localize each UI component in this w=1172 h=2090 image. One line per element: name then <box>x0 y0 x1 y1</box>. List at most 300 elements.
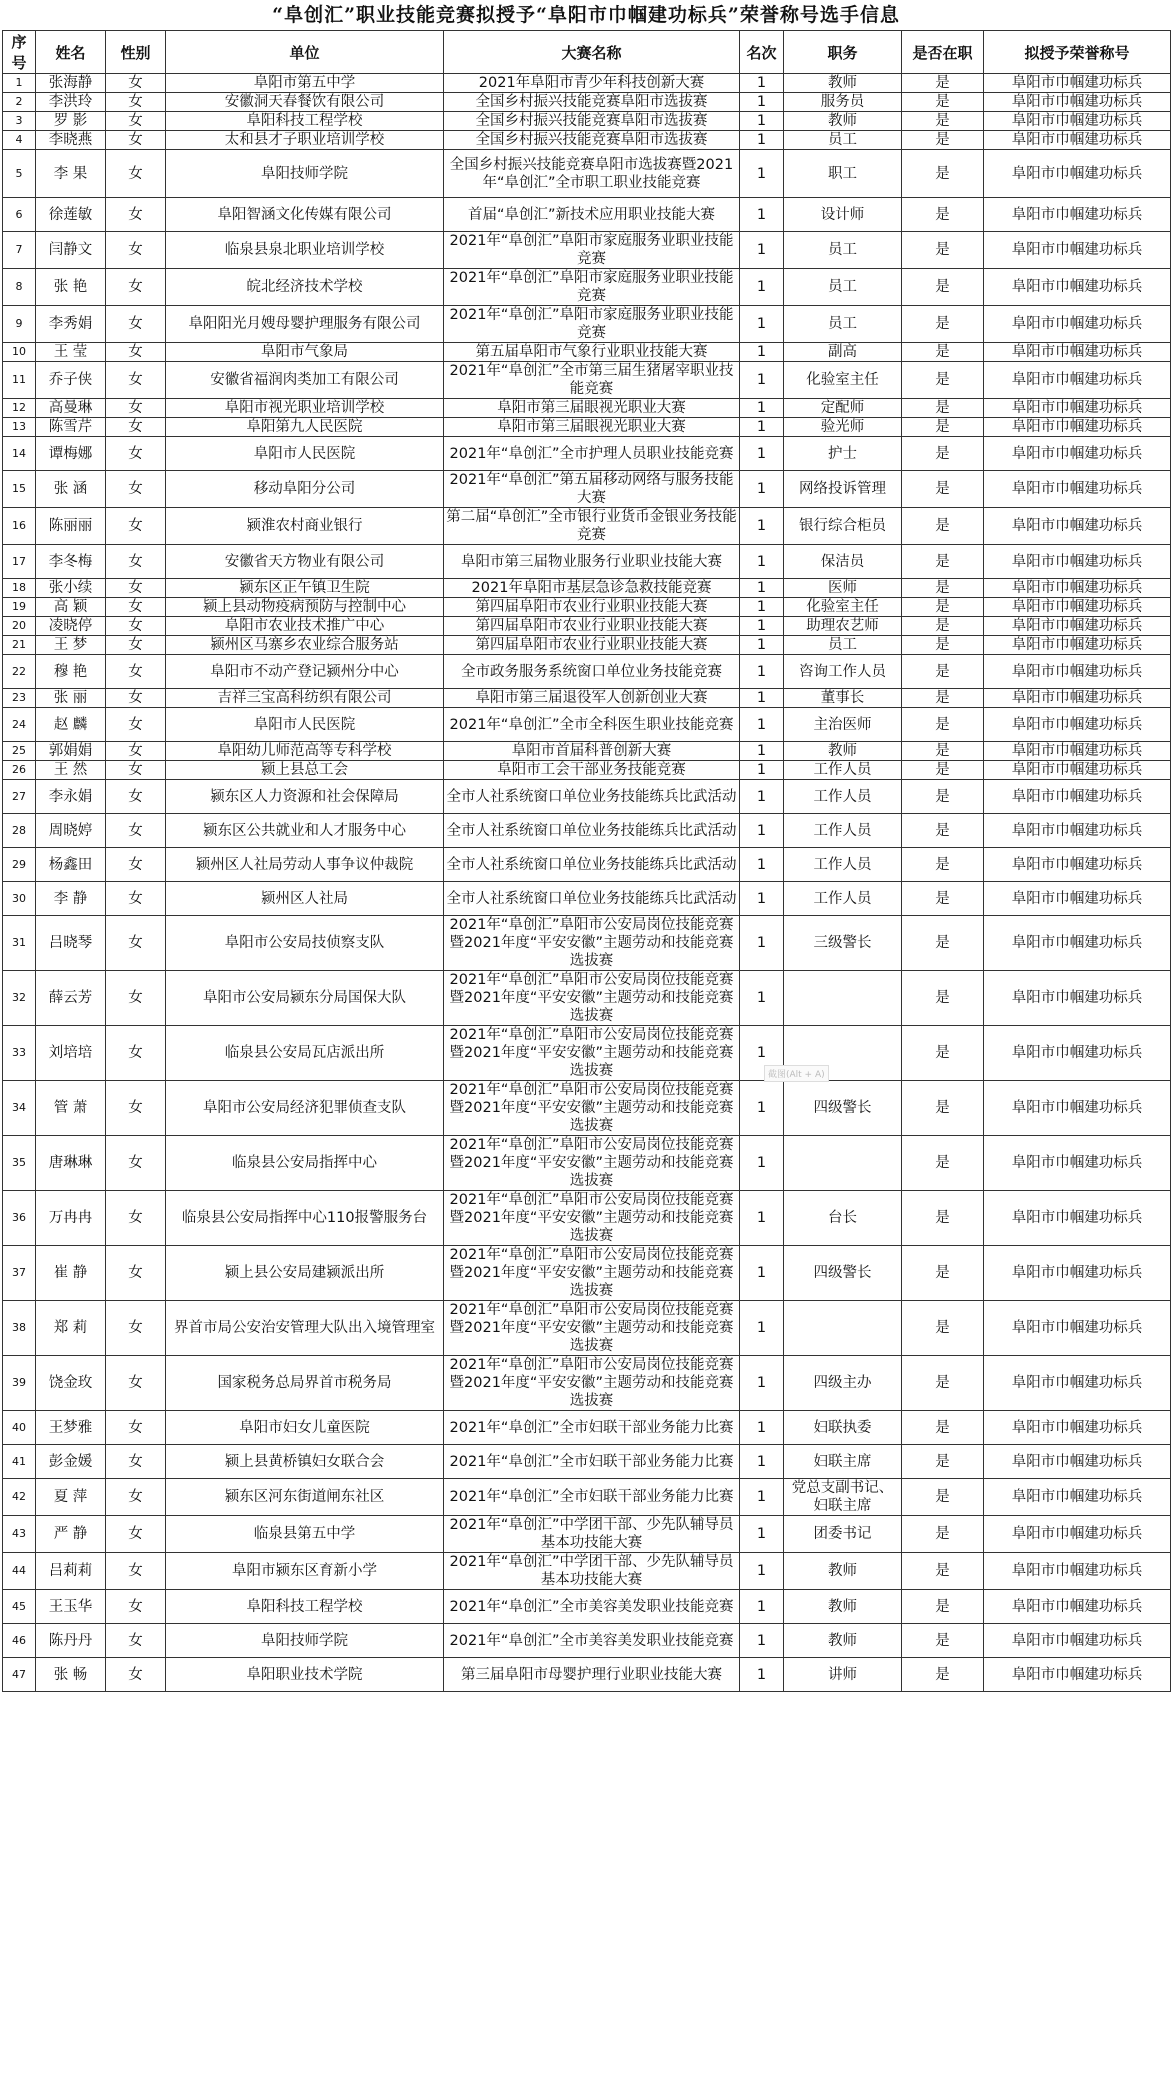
cell-position: 四级主办 <box>784 1356 902 1411</box>
cell-rank: 1 <box>740 579 784 598</box>
cell-competition: 2021年“阜创汇”阜阳市公安局岗位技能竞赛暨2021年度“平安安徽”主题劳动和技能竞赛选拔赛 <box>444 1136 740 1191</box>
cell-no: 42 <box>3 1479 36 1516</box>
cell-gender: 女 <box>106 1081 166 1136</box>
cell-competition: 阜阳市首届科普创新大赛 <box>444 742 740 761</box>
cell-name: 唐琳琳 <box>36 1136 106 1191</box>
cell-org: 阜阳市人民医院 <box>166 708 444 742</box>
cell-no: 31 <box>3 916 36 971</box>
cell-gender: 女 <box>106 617 166 636</box>
cell-competition: 2021年“阜创汇”阜阳市公安局岗位技能竞赛暨2021年度“平安安徽”主题劳动和技能竞赛选拔赛 <box>444 1246 740 1301</box>
cell-competition: 2021年“阜创汇”全市美容美发职业技能竞赛 <box>444 1624 740 1658</box>
cell-rank: 1 <box>740 636 784 655</box>
table-row <box>3 780 1171 814</box>
cell-rank: 1 <box>740 232 784 269</box>
cell-employed: 是 <box>902 1301 984 1356</box>
table-row <box>3 131 1171 150</box>
cell-position <box>784 1136 902 1191</box>
cell-position: 教师 <box>784 1624 902 1658</box>
cell-no: 19 <box>3 598 36 617</box>
cell-competition: 阜阳市第三届眼视光职业大赛 <box>444 418 740 437</box>
cell-honor: 阜阳市巾帼建功标兵 <box>984 198 1171 232</box>
table-row <box>3 343 1171 362</box>
cell-position: 妇联执委 <box>784 1411 902 1445</box>
cell-name: 郑 莉 <box>36 1301 106 1356</box>
cell-honor: 阜阳市巾帼建功标兵 <box>984 1301 1171 1356</box>
cell-rank: 1 <box>740 362 784 399</box>
cell-gender: 女 <box>106 1590 166 1624</box>
cell-no: 5 <box>3 150 36 198</box>
table-row <box>3 1658 1171 1692</box>
cell-rank: 1 <box>740 150 784 198</box>
cell-gender: 女 <box>106 131 166 150</box>
cell-competition: 2021年“阜创汇”阜阳市公安局岗位技能竞赛暨2021年度“平安安徽”主题劳动和技能竞赛选拔赛 <box>444 1081 740 1136</box>
cell-rank: 1 <box>740 1191 784 1246</box>
cell-no: 26 <box>3 761 36 780</box>
cell-org: 阜阳市气象局 <box>166 343 444 362</box>
cell-org: 阜阳智涵文化传媒有限公司 <box>166 198 444 232</box>
table-row <box>3 232 1171 269</box>
cell-employed: 是 <box>902 545 984 579</box>
cell-competition: 第三届阜阳市母婴护理行业职业技能大赛 <box>444 1658 740 1692</box>
table-row <box>3 636 1171 655</box>
cell-no: 37 <box>3 1246 36 1301</box>
cell-gender: 女 <box>106 636 166 655</box>
table-row <box>3 655 1171 689</box>
cell-no: 36 <box>3 1191 36 1246</box>
cell-no: 17 <box>3 545 36 579</box>
cell-honor: 阜阳市巾帼建功标兵 <box>984 399 1171 418</box>
cell-gender: 女 <box>106 306 166 343</box>
cell-competition: 全市人社系统窗口单位业务技能练兵比武活动 <box>444 848 740 882</box>
table-row <box>3 882 1171 916</box>
cell-competition: 第二届“阜创汇”全市银行业货币金银业务技能竞赛 <box>444 508 740 545</box>
cell-org: 颍淮农村商业银行 <box>166 508 444 545</box>
cell-no: 28 <box>3 814 36 848</box>
cell-name: 万冉冉 <box>36 1191 106 1246</box>
cell-competition: 阜阳市第三届物业服务行业职业技能大赛 <box>444 545 740 579</box>
cell-rank: 1 <box>740 882 784 916</box>
cell-gender: 女 <box>106 362 166 399</box>
cell-honor: 阜阳市巾帼建功标兵 <box>984 1590 1171 1624</box>
cell-honor: 阜阳市巾帼建功标兵 <box>984 742 1171 761</box>
cell-honor: 阜阳市巾帼建功标兵 <box>984 1191 1171 1246</box>
cell-honor: 阜阳市巾帼建功标兵 <box>984 437 1171 471</box>
cell-position: 主治医师 <box>784 708 902 742</box>
cell-name: 吕莉莉 <box>36 1553 106 1590</box>
cell-org: 安徽省福润肉类加工有限公司 <box>166 362 444 399</box>
cell-name: 李冬梅 <box>36 545 106 579</box>
cell-position: 网络投诉管理 <box>784 471 902 508</box>
cell-competition: 全市人社系统窗口单位业务技能练兵比武活动 <box>444 882 740 916</box>
cell-name: 周晓婷 <box>36 814 106 848</box>
cell-no: 30 <box>3 882 36 916</box>
cell-employed: 是 <box>902 1658 984 1692</box>
cell-competition: 阜阳市第三届退役军人创新创业大赛 <box>444 689 740 708</box>
table-row <box>3 1081 1171 1136</box>
cell-rank: 1 <box>740 1479 784 1516</box>
cell-rank: 1 <box>740 1136 784 1191</box>
cell-org: 阜阳技师学院 <box>166 150 444 198</box>
cell-competition: 2021年“阜创汇”阜阳市家庭服务业职业技能竞赛 <box>444 306 740 343</box>
table-row <box>3 150 1171 198</box>
cell-honor: 阜阳市巾帼建功标兵 <box>984 617 1171 636</box>
cell-gender: 女 <box>106 579 166 598</box>
cell-competition: 2021年阜阳市基层急诊急救技能竞赛 <box>444 579 740 598</box>
table-row <box>3 708 1171 742</box>
cell-honor: 阜阳市巾帼建功标兵 <box>984 362 1171 399</box>
cell-org: 颍上县动物疫病预防与控制中心 <box>166 598 444 617</box>
cell-org: 颍东区公共就业和人才服务中心 <box>166 814 444 848</box>
cell-honor: 阜阳市巾帼建功标兵 <box>984 848 1171 882</box>
cell-rank: 1 <box>740 598 784 617</box>
cell-position: 工作人员 <box>784 848 902 882</box>
cell-honor: 阜阳市巾帼建功标兵 <box>984 343 1171 362</box>
table-row <box>3 508 1171 545</box>
cell-position: 定配师 <box>784 399 902 418</box>
cell-position: 咨询工作人员 <box>784 655 902 689</box>
cell-position: 工作人员 <box>784 882 902 916</box>
cell-org: 安徽省天方物业有限公司 <box>166 545 444 579</box>
cell-honor: 阜阳市巾帼建功标兵 <box>984 655 1171 689</box>
cell-name: 刘培培 <box>36 1026 106 1081</box>
cell-no: 41 <box>3 1445 36 1479</box>
cell-no: 23 <box>3 689 36 708</box>
table-row <box>3 269 1171 306</box>
cell-honor: 阜阳市巾帼建功标兵 <box>984 636 1171 655</box>
cell-gender: 女 <box>106 848 166 882</box>
cell-honor: 阜阳市巾帼建功标兵 <box>984 269 1171 306</box>
cell-position: 教师 <box>784 1590 902 1624</box>
cell-competition: 2021年“阜创汇”全市妇联干部业务能力比赛 <box>444 1479 740 1516</box>
cell-competition: 2021年“阜创汇”全市第三届生猪屠宰职业技能竞赛 <box>444 362 740 399</box>
table-row <box>3 545 1171 579</box>
cell-position: 员工 <box>784 131 902 150</box>
cell-competition: 2021年“阜创汇”全市妇联干部业务能力比赛 <box>444 1445 740 1479</box>
cell-position: 四级警长 <box>784 1246 902 1301</box>
cell-no: 43 <box>3 1516 36 1553</box>
table-row <box>3 814 1171 848</box>
cell-employed: 是 <box>902 848 984 882</box>
cell-position: 副高 <box>784 343 902 362</box>
cell-no: 44 <box>3 1553 36 1590</box>
cell-rank: 1 <box>740 74 784 93</box>
cell-rank: 1 <box>740 916 784 971</box>
cell-position: 教师 <box>784 1553 902 1590</box>
cell-gender: 女 <box>106 1191 166 1246</box>
cell-employed: 是 <box>902 74 984 93</box>
cell-rank: 1 <box>740 112 784 131</box>
table-row <box>3 362 1171 399</box>
cell-position: 讲师 <box>784 1658 902 1692</box>
cell-competition: 第四届阜阳市农业行业职业技能大赛 <box>444 636 740 655</box>
cell-rank: 1 <box>740 1356 784 1411</box>
cell-gender: 女 <box>106 1026 166 1081</box>
header-no: 序号 <box>3 31 36 74</box>
cell-name: 张 艳 <box>36 269 106 306</box>
cell-competition: 2021年“阜创汇”阜阳市公安局岗位技能竞赛暨2021年度“平安安徽”主题劳动和技能竞赛选拔赛 <box>444 1301 740 1356</box>
cell-org: 阜阳科技工程学校 <box>166 112 444 131</box>
cell-rank: 1 <box>740 655 784 689</box>
cell-org: 阜阳市视光职业培训学校 <box>166 399 444 418</box>
cell-rank: 1 <box>740 814 784 848</box>
cell-no: 25 <box>3 742 36 761</box>
cell-honor: 阜阳市巾帼建功标兵 <box>984 1026 1171 1081</box>
cell-no: 33 <box>3 1026 36 1081</box>
cell-gender: 女 <box>106 971 166 1026</box>
cell-gender: 女 <box>106 1411 166 1445</box>
cell-gender: 女 <box>106 1479 166 1516</box>
table-row <box>3 761 1171 780</box>
cell-rank: 1 <box>740 761 784 780</box>
cell-no: 35 <box>3 1136 36 1191</box>
screenshot-watermark: 截图(Alt + A) <box>764 1065 829 1082</box>
cell-name: 徐莲敏 <box>36 198 106 232</box>
cell-gender: 女 <box>106 508 166 545</box>
cell-employed: 是 <box>902 1553 984 1590</box>
cell-employed: 是 <box>902 617 984 636</box>
cell-gender: 女 <box>106 916 166 971</box>
cell-rank: 1 <box>740 1246 784 1301</box>
cell-competition: 2021年“阜创汇”第五届移动网络与服务技能大赛 <box>444 471 740 508</box>
header-org: 单位 <box>166 31 444 74</box>
cell-honor: 阜阳市巾帼建功标兵 <box>984 74 1171 93</box>
cell-rank: 1 <box>740 306 784 343</box>
cell-name: 薛云芳 <box>36 971 106 1026</box>
table-row <box>3 1356 1171 1411</box>
cell-gender: 女 <box>106 1246 166 1301</box>
cell-name: 赵 麟 <box>36 708 106 742</box>
cell-honor: 阜阳市巾帼建功标兵 <box>984 1658 1171 1692</box>
cell-gender: 女 <box>106 198 166 232</box>
cell-employed: 是 <box>902 882 984 916</box>
header-gender: 性别 <box>106 31 166 74</box>
cell-org: 颍上县总工会 <box>166 761 444 780</box>
cell-competition: 全市政务服务系统窗口单位业务技能竞赛 <box>444 655 740 689</box>
cell-position: 四级警长 <box>784 1081 902 1136</box>
cell-competition: 2021年“阜创汇”阜阳市公安局岗位技能竞赛暨2021年度“平安安徽”主题劳动和技能竞赛选拔赛 <box>444 971 740 1026</box>
cell-org: 吉祥三宝高科纺织有限公司 <box>166 689 444 708</box>
cell-no: 46 <box>3 1624 36 1658</box>
cell-org: 阜阳第九人民医院 <box>166 418 444 437</box>
cell-name: 张海静 <box>36 74 106 93</box>
cell-name: 凌晓停 <box>36 617 106 636</box>
cell-honor: 阜阳市巾帼建功标兵 <box>984 508 1171 545</box>
cell-competition: 2021年“阜创汇”阜阳市公安局岗位技能竞赛暨2021年度“平安安徽”主题劳动和技能竞赛选拔赛 <box>444 1356 740 1411</box>
cell-name: 严 静 <box>36 1516 106 1553</box>
cell-position: 教师 <box>784 74 902 93</box>
table-row <box>3 1026 1171 1081</box>
cell-employed: 是 <box>902 437 984 471</box>
table-row <box>3 93 1171 112</box>
cell-gender: 女 <box>106 814 166 848</box>
cell-no: 27 <box>3 780 36 814</box>
cell-org: 阜阳市公安局经济犯罪侦查支队 <box>166 1081 444 1136</box>
cell-employed: 是 <box>902 598 984 617</box>
cell-employed: 是 <box>902 1246 984 1301</box>
cell-gender: 女 <box>106 598 166 617</box>
cell-position: 银行综合柜员 <box>784 508 902 545</box>
cell-no: 10 <box>3 343 36 362</box>
table-row <box>3 1246 1171 1301</box>
cell-no: 34 <box>3 1081 36 1136</box>
cell-position: 护士 <box>784 437 902 471</box>
cell-honor: 阜阳市巾帼建功标兵 <box>984 1445 1171 1479</box>
cell-org: 颍东区河东街道闸东社区 <box>166 1479 444 1516</box>
cell-name: 闫静文 <box>36 232 106 269</box>
cell-position: 化验室主任 <box>784 362 902 399</box>
cell-employed: 是 <box>902 761 984 780</box>
cell-name: 杨鑫田 <box>36 848 106 882</box>
cell-honor: 阜阳市巾帼建功标兵 <box>984 780 1171 814</box>
cell-org: 阜阳市人民医院 <box>166 437 444 471</box>
cell-gender: 女 <box>106 150 166 198</box>
cell-competition: 2021年“阜创汇”阜阳市公安局岗位技能竞赛暨2021年度“平安安徽”主题劳动和技能竞赛选拔赛 <box>444 1026 740 1081</box>
header-rank: 名次 <box>740 31 784 74</box>
cell-competition: 2021年“阜创汇”阜阳市家庭服务业职业技能竞赛 <box>444 269 740 306</box>
table-row <box>3 1590 1171 1624</box>
cell-honor: 阜阳市巾帼建功标兵 <box>984 1479 1171 1516</box>
cell-org: 移动阜阳分公司 <box>166 471 444 508</box>
cell-rank: 1 <box>740 1081 784 1136</box>
cell-gender: 女 <box>106 1553 166 1590</box>
cell-employed: 是 <box>902 655 984 689</box>
cell-gender: 女 <box>106 232 166 269</box>
cell-competition: 全市人社系统窗口单位业务技能练兵比武活动 <box>444 780 740 814</box>
header-honor: 拟授予荣誉称号 <box>984 31 1171 74</box>
cell-org: 安徽洞天春餐饮有限公司 <box>166 93 444 112</box>
cell-position: 教师 <box>784 112 902 131</box>
cell-name: 乔子侠 <box>36 362 106 399</box>
cell-honor: 阜阳市巾帼建功标兵 <box>984 112 1171 131</box>
cell-rank: 1 <box>740 1516 784 1553</box>
cell-gender: 女 <box>106 742 166 761</box>
table-row <box>3 1301 1171 1356</box>
header-employed: 是否在职 <box>902 31 984 74</box>
table-row <box>3 971 1171 1026</box>
cell-employed: 是 <box>902 418 984 437</box>
cell-rank: 1 <box>740 689 784 708</box>
table-row <box>3 848 1171 882</box>
cell-honor: 阜阳市巾帼建功标兵 <box>984 1081 1171 1136</box>
cell-name: 郭娟娟 <box>36 742 106 761</box>
cell-name: 吕晓琴 <box>36 916 106 971</box>
cell-competition: 2021年“阜创汇”阜阳市公安局岗位技能竞赛暨2021年度“平安安徽”主题劳动和技能竞赛选拔赛 <box>444 916 740 971</box>
cell-position: 员工 <box>784 306 902 343</box>
cell-name: 王梦雅 <box>36 1411 106 1445</box>
cell-name: 王 莹 <box>36 343 106 362</box>
cell-gender: 女 <box>106 1356 166 1411</box>
cell-name: 王玉华 <box>36 1590 106 1624</box>
cell-org: 颍东区人力资源和社会保障局 <box>166 780 444 814</box>
cell-employed: 是 <box>902 708 984 742</box>
cell-gender: 女 <box>106 780 166 814</box>
header-name: 姓名 <box>36 31 106 74</box>
cell-no: 14 <box>3 437 36 471</box>
cell-name: 张 畅 <box>36 1658 106 1692</box>
cell-employed: 是 <box>902 399 984 418</box>
table-row <box>3 689 1171 708</box>
cell-org: 阜阳市妇女儿童医院 <box>166 1411 444 1445</box>
cell-position: 员工 <box>784 232 902 269</box>
cell-competition: 第五届阜阳市气象行业职业技能大赛 <box>444 343 740 362</box>
cell-rank: 1 <box>740 508 784 545</box>
cell-rank: 1 <box>740 343 784 362</box>
table-row <box>3 1624 1171 1658</box>
cell-position: 服务员 <box>784 93 902 112</box>
cell-honor: 阜阳市巾帼建功标兵 <box>984 689 1171 708</box>
cell-employed: 是 <box>902 93 984 112</box>
cell-employed: 是 <box>902 689 984 708</box>
table-body <box>3 74 1171 1692</box>
cell-no: 13 <box>3 418 36 437</box>
table-row <box>3 742 1171 761</box>
cell-honor: 阜阳市巾帼建功标兵 <box>984 131 1171 150</box>
cell-rank: 1 <box>740 1301 784 1356</box>
cell-honor: 阜阳市巾帼建功标兵 <box>984 916 1171 971</box>
cell-employed: 是 <box>902 343 984 362</box>
cell-gender: 女 <box>106 1445 166 1479</box>
cell-no: 47 <box>3 1658 36 1692</box>
cell-employed: 是 <box>902 232 984 269</box>
cell-org: 临泉县第五中学 <box>166 1516 444 1553</box>
cell-name: 彭金媛 <box>36 1445 106 1479</box>
cell-rank: 1 <box>740 418 784 437</box>
cell-employed: 是 <box>902 1516 984 1553</box>
cell-gender: 女 <box>106 399 166 418</box>
cell-org: 颍上县公安局建颍派出所 <box>166 1246 444 1301</box>
cell-honor: 阜阳市巾帼建功标兵 <box>984 708 1171 742</box>
cell-competition: 全国乡村振兴技能竞赛阜阳市选拔赛 <box>444 93 740 112</box>
cell-org: 阜阳市农业技术推广中心 <box>166 617 444 636</box>
cell-org: 阜阳科技工程学校 <box>166 1590 444 1624</box>
cell-competition: 首届“阜创汇”新技术应用职业技能大赛 <box>444 198 740 232</box>
cell-org: 临泉县公安局指挥中心 <box>166 1136 444 1191</box>
cell-position: 团委书记 <box>784 1516 902 1553</box>
cell-name: 谭梅娜 <box>36 437 106 471</box>
cell-employed: 是 <box>902 636 984 655</box>
table-row <box>3 418 1171 437</box>
cell-honor: 阜阳市巾帼建功标兵 <box>984 232 1171 269</box>
cell-no: 40 <box>3 1411 36 1445</box>
cell-rank: 1 <box>740 708 784 742</box>
table-row <box>3 598 1171 617</box>
cell-gender: 女 <box>106 1301 166 1356</box>
cell-gender: 女 <box>106 1624 166 1658</box>
cell-name: 陈雪芹 <box>36 418 106 437</box>
cell-name: 管 萧 <box>36 1081 106 1136</box>
cell-position: 党总支副书记、妇联主席 <box>784 1479 902 1516</box>
cell-org: 阜阳幼儿师范高等专科学校 <box>166 742 444 761</box>
cell-employed: 是 <box>902 1136 984 1191</box>
cell-no: 21 <box>3 636 36 655</box>
cell-employed: 是 <box>902 198 984 232</box>
cell-competition: 2021年“阜创汇”全市妇联干部业务能力比赛 <box>444 1411 740 1445</box>
cell-employed: 是 <box>902 1191 984 1246</box>
cell-employed: 是 <box>902 579 984 598</box>
cell-honor: 阜阳市巾帼建功标兵 <box>984 1246 1171 1301</box>
cell-employed: 是 <box>902 362 984 399</box>
cell-gender: 女 <box>106 1136 166 1191</box>
cell-rank: 1 <box>740 780 784 814</box>
cell-honor: 阜阳市巾帼建功标兵 <box>984 306 1171 343</box>
cell-employed: 是 <box>902 1445 984 1479</box>
cell-employed: 是 <box>902 971 984 1026</box>
cell-position: 工作人员 <box>784 761 902 780</box>
cell-gender: 女 <box>106 343 166 362</box>
cell-rank: 1 <box>740 1553 784 1590</box>
cell-org: 阜阳市不动产登记颍州分中心 <box>166 655 444 689</box>
cell-position: 保洁员 <box>784 545 902 579</box>
